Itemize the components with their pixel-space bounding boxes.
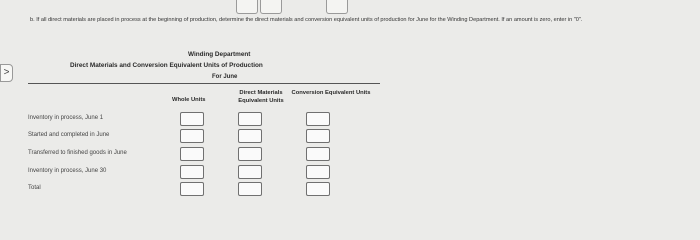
row-label-inventory-june-1: Inventory in process, June 1 xyxy=(28,115,104,121)
question-instructions: b. If all direct materials are placed in process at the beginning of production, determine the direct materials and conversion equivalent units of production for June for the Winding Department. If an amount is zero, enter in "0". xyxy=(30,17,583,23)
report-title: Direct Materials and Conversion Equivalent Units of Production xyxy=(70,62,263,69)
conversion-input-total[interactable] xyxy=(306,182,330,196)
column-header-conversion: Conversion Equivalent Units xyxy=(291,90,371,96)
whole-units-input-total[interactable] xyxy=(180,182,204,196)
row-label-total: Total xyxy=(28,185,41,191)
column-header-whole-units: Whole Units xyxy=(172,97,206,103)
row-label-started-completed: Started and completed in June xyxy=(28,132,110,138)
whole-units-input-june-30[interactable] xyxy=(180,165,204,179)
direct-materials-input-total[interactable] xyxy=(238,182,262,196)
row-label-inventory-june-30: Inventory in process, June 30 xyxy=(28,168,107,174)
direct-materials-input-june-30[interactable] xyxy=(238,165,262,179)
direct-materials-input-transferred[interactable] xyxy=(238,147,262,161)
expand-arrow-icon[interactable]: > xyxy=(0,64,13,82)
whole-units-input-june-1[interactable] xyxy=(180,112,204,126)
header-divider xyxy=(28,83,380,84)
row-label-transferred: Transferred to finished goods in June xyxy=(28,150,127,156)
direct-materials-input-started-completed[interactable] xyxy=(238,129,262,143)
report-period: For June xyxy=(212,74,238,80)
column-header-direct-materials: Direct Materials Equivalent Units xyxy=(238,90,284,104)
department-heading: Winding Department xyxy=(188,51,251,58)
conversion-input-june-1[interactable] xyxy=(306,112,330,126)
whole-units-input-started-completed[interactable] xyxy=(180,129,204,143)
direct-materials-input-june-1[interactable] xyxy=(238,112,262,126)
conversion-input-june-30[interactable] xyxy=(306,165,330,179)
conversion-input-transferred[interactable] xyxy=(306,147,330,161)
whole-units-input-transferred[interactable] xyxy=(180,147,204,161)
conversion-input-started-completed[interactable] xyxy=(306,129,330,143)
